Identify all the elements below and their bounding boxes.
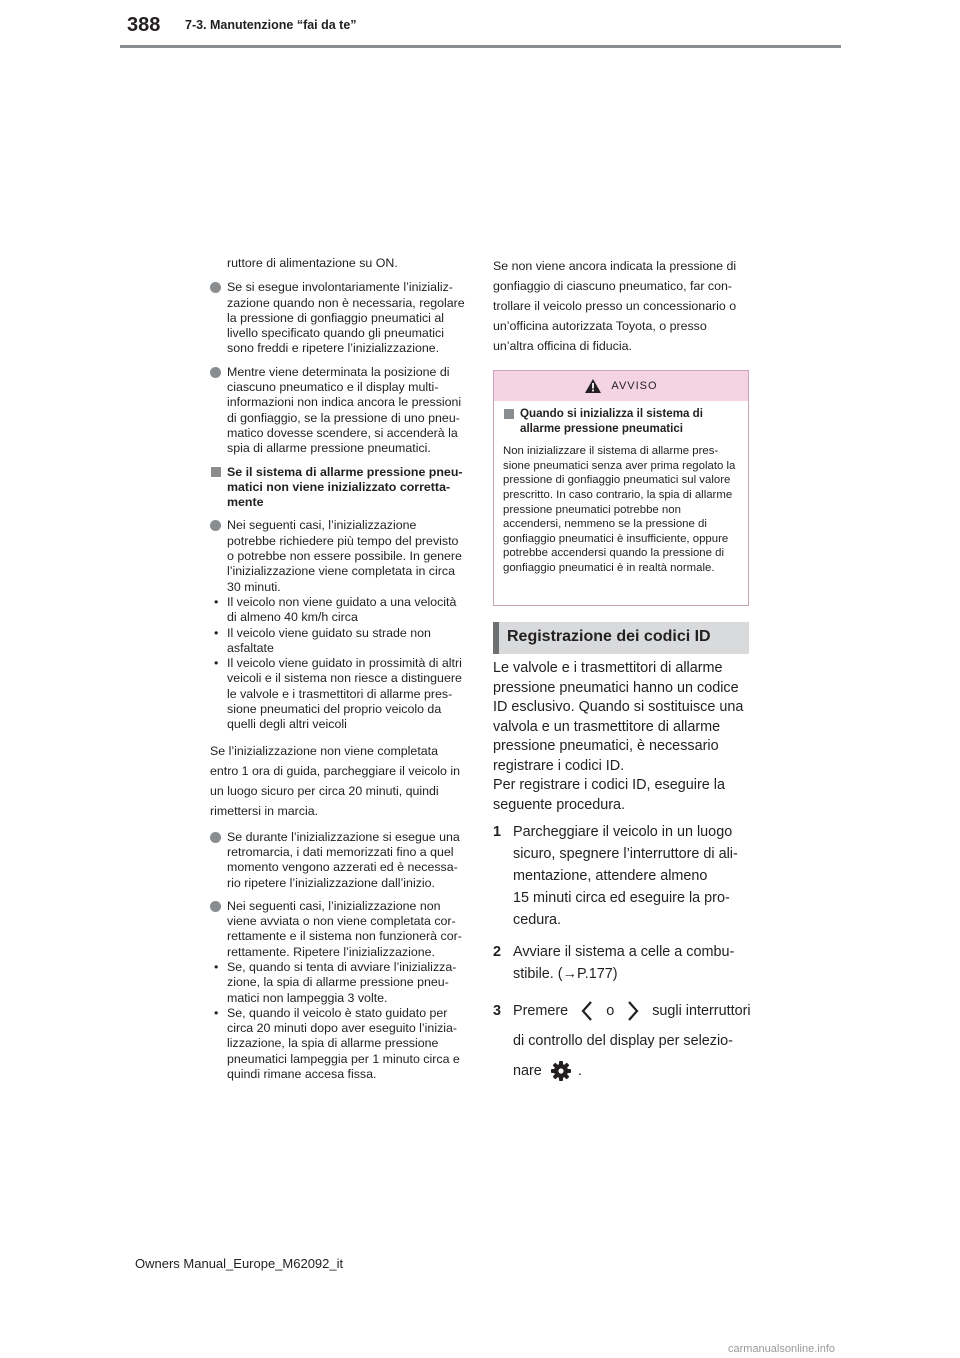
- step-line: Parcheggiare il veicolo in un luogo: [513, 824, 733, 840]
- warning-text: Non inizializzare il sistema di allarme pressione pneumatici senza aver prima regolato la pressione di gonfiaggio pneumatici sul valore prescritto. In caso contrario, la spia di allarme pressione pneumatici potrebbe non accendersi, nemmeno se la pressione di gonfiaggio pneumatici è insufficiente, oppure potrebbe accendersi quando la pressione di gonfiaggio pneumatici è in realtà normale.: [503, 445, 736, 574]
- bullet-dot: [210, 367, 221, 378]
- intro-paragraph: [493, 659, 753, 815]
- heading-accent-bar: [493, 622, 499, 654]
- section-heading: [493, 622, 749, 654]
- bullet-text: Mentre viene determinata la posizione di ciascuno pneumatico e il display multiinformazioni non indica ancora le pressioni di gonfiaggio, se la pressione di uno pneumatico dovesse scendere, si accenderà la spia di allarme pressione pneumatici.: [227, 364, 462, 456]
- warning-header: [494, 371, 748, 401]
- bullet-dot: [210, 520, 221, 531]
- chevron-right-icon: [624, 1000, 642, 1022]
- step-text: .: [577, 1063, 582, 1079]
- bullet-text: Nei seguenti casi, l’inizializzazione potrebbe richiedere più tempo del previsto o potrebbe non essere possibile. In genere l’inizializzazione viene completata in circa 30 minuti.: [227, 518, 462, 594]
- bullet-text: Se durante l’inizializzazione si esegue una retromarcia, i dati memorizzati fino a quel momento vengono azzerati ed è necessario ripetere l’inizializzazione dall’inizio.: [227, 829, 460, 890]
- warning-body: [494, 401, 748, 576]
- paragraph-line: registrare i codici ID.: [493, 757, 625, 774]
- paragraph-line: Per registrare i codici ID, eseguire la: [493, 777, 725, 793]
- subheading-not-initialized: [210, 465, 466, 511]
- paragraph-not-completed: [210, 741, 466, 821]
- step-3: [493, 999, 753, 1083]
- bullet-dot: [210, 282, 221, 293]
- paragraph-line: pressione pneumatici, è necessario: [493, 738, 719, 754]
- bullet-dot: [210, 901, 221, 912]
- bullet-dot: [210, 832, 221, 843]
- paragraph-line: un’officina autorizzata Toyota, o presso: [493, 319, 707, 333]
- bullet-not-started: [210, 899, 466, 960]
- warning-label: AVVISO: [611, 380, 658, 392]
- chevron-left-icon: [578, 1000, 596, 1022]
- sublist-cases: [210, 595, 466, 733]
- sub-item: • Il veicolo non viene guidato a una velocità di almeno 40 km/h circa: [214, 594, 457, 625]
- step-line: di controllo del display per selezio-: [513, 1033, 733, 1049]
- bullet-reverse: [210, 830, 466, 891]
- paragraph-line: valvola e un trasmettitore di allarme: [493, 718, 721, 735]
- paragraph-line: rimettersi in marcia.: [210, 803, 319, 818]
- square-marker: [504, 409, 514, 419]
- step-text: sugli interruttori: [652, 1003, 751, 1019]
- bullet-text: Nei seguenti casi, l’inizializzazione non viene avviata o non viene completata correttamente e il sistema non funzionerà correttamente. Ripetere l’inizializzazione.: [227, 898, 462, 959]
- step-text: Premere: [513, 1003, 569, 1019]
- paragraph-line: Se l’inizializzazione non viene completata: [210, 743, 438, 758]
- left-column: [210, 256, 466, 1090]
- step-line: stibile. (→P.177): [513, 966, 618, 982]
- step-line: 15 minuti circa ed eseguire la pro-: [513, 890, 730, 906]
- sub-item-text: Il veicolo non viene guidato a una velocità di almeno 40 km/h circa: [227, 594, 457, 625]
- sub-item: • Se, quando si tenta di avviare l’inizializzazione, la spia di allarme pressione pneumatici non lampeggia 3 volte.: [214, 959, 457, 1005]
- bullet-text: Se si esegue involontariamente l’inizializzazione quando non è necessaria, regolare la pressione di gonfiaggio pneumatici al livello specificato quando gli pneumatici sono freddi e ripetere l’inizializzazione.: [227, 280, 465, 356]
- paragraph-line: seguente procedura.: [493, 796, 626, 813]
- step-text: o: [606, 1003, 615, 1019]
- step-number: 3: [493, 1003, 502, 1019]
- sublist-failures: [210, 960, 466, 1082]
- page-number: 388: [127, 14, 161, 36]
- paragraph-line: entro 1 ora di guida, parcheggiare il veicolo in: [210, 763, 461, 778]
- step-line: mentazione, attendere almeno: [513, 868, 708, 884]
- subheading-text: Se il sistema di allarme pressione pneumatici non viene inizializzato correttamente: [227, 464, 463, 510]
- sub-item: • Il veicolo viene guidato in prossimità di altri veicoli e il sistema non riesce a distinguere le valvole e i trasmettitori di allarme pressione pneumatici del proprio veicolo da quelli degli altri veicoli: [214, 656, 462, 732]
- paragraph-line: pressione pneumatici hanno un codice: [493, 679, 739, 696]
- header-rule: [120, 45, 841, 48]
- step-number: 1: [493, 824, 502, 840]
- sub-item-text: Il veicolo viene guidato su strade non asfaltate: [227, 625, 431, 655]
- heading-text: Registrazione dei codici ID: [507, 628, 711, 645]
- sub-item: • Se, quando il veicolo è stato guidato per circa 20 minuti dopo aver eseguito l’inizializzazione, la spia di allarme pressione pneumatici lampeggia per 1 minuto circa e quindi rimane accesa fissa.: [214, 1005, 460, 1082]
- warning-triangle-icon: [584, 378, 602, 394]
- sub-item-text: Se, quando il veicolo è stato guidato per circa 20 minuti dopo aver eseguito l’inizializzazione, la spia di allarme pressione pneumatici lampeggia per 1 minuto circa e quindi rimane accesa fissa.: [227, 1005, 460, 1082]
- sub-item-text: Se, quando si tenta di avviare l’inizializzazione, la spia di allarme pressione pneumatici non lampeggia 3 volte.: [227, 959, 457, 1005]
- paragraph-line: Le valvole e i trasmettitori di allarme: [493, 660, 723, 676]
- watermark: carmanualsonline.info: [728, 1343, 836, 1355]
- step-text: nare: [513, 1063, 542, 1079]
- bullet-reinit: [210, 280, 466, 356]
- step-1: [493, 821, 753, 931]
- intro-text: ruttore di alimentazione su ON.: [227, 256, 398, 270]
- step-line: Avviare il sistema a celle a combu-: [513, 944, 735, 960]
- paragraph-line: Se non viene ancora indicata la pressione di: [493, 259, 737, 273]
- paragraph-line: trollare il veicolo presso un concessionario o: [493, 299, 737, 313]
- bullet-position: [210, 365, 466, 457]
- bullet-cases-time: [210, 518, 466, 594]
- gear-icon: [550, 1060, 572, 1082]
- paragraph-line: ID esclusivo. Quando si sostituisce una: [493, 699, 744, 715]
- step-line: cedura.: [513, 912, 561, 928]
- step-number: 2: [493, 944, 502, 960]
- sub-item: • Il veicolo viene guidato su strade non asfaltate: [214, 625, 431, 655]
- warning-title-text: Quando si inizializza il sistema di allarme pressione pneumatici: [520, 407, 703, 435]
- warning-box: [493, 370, 749, 606]
- right-top-paragraph: [493, 256, 750, 356]
- paragraph-line: un’altra officina di fiducia.: [493, 339, 632, 353]
- warning-title: [503, 407, 739, 436]
- section-title: 7-3. Manutenzione “fai da te”: [185, 18, 357, 32]
- sub-item-text: Il veicolo viene guidato in prossimità di altri veicoli e il sistema non riesce a distinguere le valvole e i trasmettitori di allarme pressione pneumatici del proprio veicolo da quelli degli altri veicoli: [227, 656, 462, 732]
- step-line: sicuro, spegnere l’interruttore di ali-: [513, 846, 738, 862]
- paragraph-line: un luogo sicuro per circa 20 minuti, quindi: [210, 783, 439, 798]
- step-2: [493, 941, 753, 985]
- id-registration-body: [493, 659, 753, 1083]
- footer-doc-id: Owners Manual_Europe_M62092_it: [135, 1256, 344, 1271]
- paragraph-line: gonfiaggio di ciascuno pneumatico, far con-: [493, 279, 733, 293]
- square-marker: [211, 467, 221, 477]
